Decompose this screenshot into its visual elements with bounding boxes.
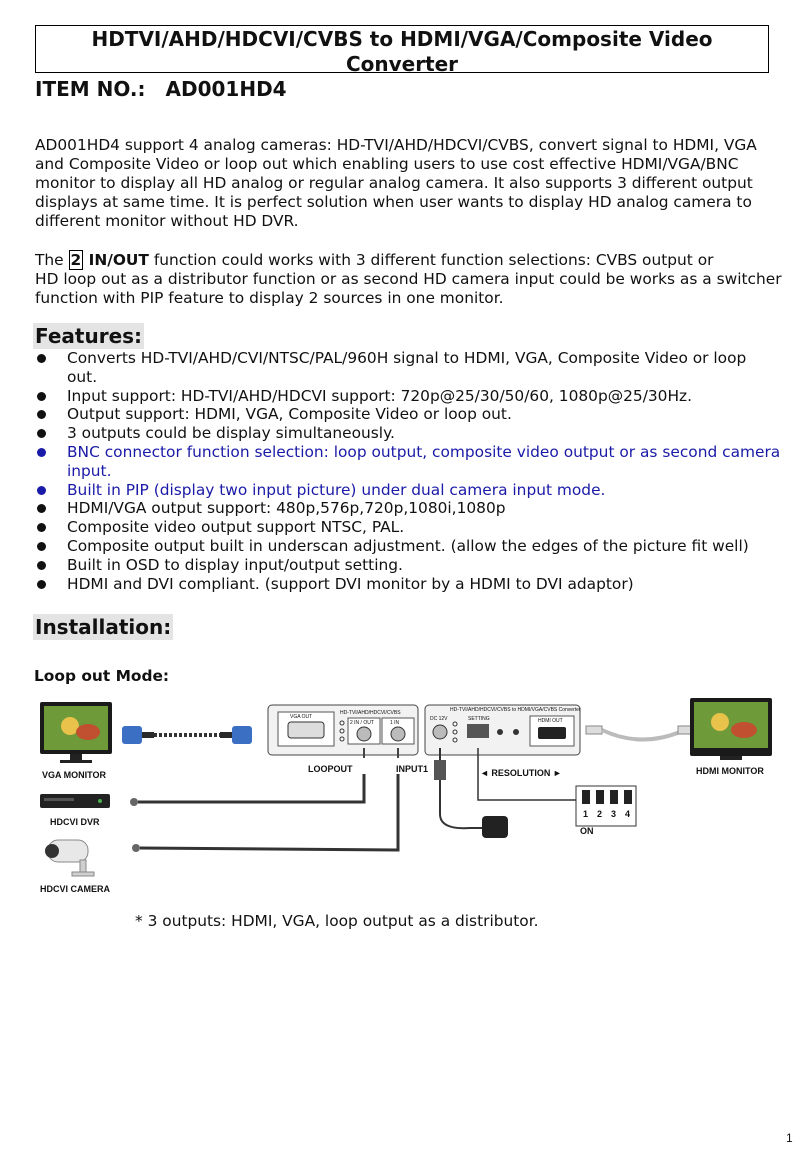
bullet-icon (37, 486, 46, 495)
bullet-icon (37, 448, 46, 457)
document-title (35, 25, 769, 76)
inout-paragraph (35, 251, 782, 308)
left-panel-title: HD-TVI/AHD/HDCVI/CVBS (340, 710, 401, 716)
bullet-icon (37, 429, 46, 438)
input1-label: INPUT1 (396, 764, 429, 774)
diagram-caption: * 3 outputs: HDMI, VGA, loop output as a distributor. (135, 912, 539, 930)
vga-out-label: VGA OUT (290, 714, 313, 720)
dip-3: 3 (611, 809, 617, 819)
converter-right-panel (425, 705, 581, 755)
dip-2: 2 (597, 809, 603, 819)
inout-line-1 (35, 251, 782, 270)
inout-boxed-number: 2 (70, 251, 82, 269)
intro-line: displays at same time. It is perfect solution when user wants to display HD analog camera to (35, 193, 752, 211)
dip-1: 1 (583, 809, 589, 819)
right-panel-title: HD-TVI/AHD/HDCVI/CVBS to HDMI/VGA/CVBS Converter (450, 707, 581, 713)
connection-diagram (30, 690, 780, 900)
camera-icon (45, 840, 94, 876)
vga-cable-icon (122, 726, 252, 744)
features-heading: Features: (35, 324, 143, 348)
converter-left-panel (268, 705, 418, 755)
feature-item: HDMI/VGA output support: 480p,576p,720p,1080i,1080p (35, 499, 795, 518)
features-list (35, 349, 795, 593)
feature-item: Built in OSD to display input/output setting. (35, 556, 795, 575)
hdmi-out-label: HDMI OUT (538, 718, 563, 724)
bullet-icon (37, 542, 46, 551)
bullet-icon (37, 354, 46, 363)
setting-label: SETTING (468, 716, 490, 722)
bullet-icon (37, 561, 46, 570)
intro-line: monitor to display all HD analog or regular analog camera. It also supports 3 different output (35, 174, 753, 192)
in-port-label: 1 IN (390, 720, 400, 726)
feature-item-highlighted: BNC connector function selection: loop output, composite video output or as second camera input. (35, 443, 795, 481)
resolution-label: ◄ RESOLUTION ► (480, 768, 562, 778)
inout-bold: IN/OUT (83, 251, 149, 269)
feature-item-highlighted: Built in PIP (display two input picture) under dual camera input mode. (35, 481, 795, 500)
loop-out-mode-heading: Loop out Mode: (34, 667, 170, 685)
inout-line-2: HD loop out as a distributor function or as second HD camera input could be works as a switcher (35, 270, 782, 288)
intro-line: different monitor without HD DVR. (35, 212, 299, 230)
dvr-icon (40, 794, 110, 808)
item-label: ITEM NO.: (35, 77, 146, 101)
bullet-icon (37, 523, 46, 532)
vga-monitor-icon (40, 702, 112, 763)
dip-on-label: ON (580, 826, 594, 836)
feature-item: HDMI and DVI compliant. (support DVI monitor by a HDMI to DVI adaptor) (35, 575, 795, 594)
title-line-1: HDTVI/AHD/HDCVI/CVBS to HDMI/VGA/Composite Video (91, 27, 713, 51)
power-adapter-icon (434, 748, 508, 838)
hdmi-monitor-icon (690, 698, 772, 760)
feature-item: Composite output built in underscan adjustment. (allow the edges of the picture fit well) (35, 537, 795, 556)
bullet-icon (37, 410, 46, 419)
feature-item: Input support: HD-TVI/AHD/HDCVI support: 720p@25/30/50/60, 1080p@25/30Hz. (35, 387, 795, 406)
vga-monitor-label: VGA MONITOR (42, 770, 107, 780)
bullet-icon (37, 504, 46, 513)
feature-item: Composite video output support NTSC, PAL. (35, 518, 795, 537)
inout-rest: function could works with 3 different function selections: CVBS output or (148, 251, 714, 269)
bnc-cables (130, 748, 398, 852)
intro-line: AD001HD4 support 4 analog cameras: HD-TVI/AHD/HDCVI/CVBS, convert signal to HDMI, VGA (35, 136, 757, 154)
camera-label: HDCVI CAMERA (40, 884, 111, 894)
bullet-icon (37, 392, 46, 401)
feature-item: Converts HD-TVI/AHD/CVI/NTSC/PAL/960H signal to HDMI, VGA, Composite Video or loop out. (35, 349, 795, 387)
dip-4: 4 (625, 809, 631, 819)
intro-paragraph (35, 136, 757, 231)
item-number (35, 77, 287, 101)
intro-line: and Composite Video or loop out which enabling users to use cost effective HDMI/VGA/BNC (35, 155, 739, 173)
inout-port-label: 2 IN / OUT (350, 720, 374, 726)
hdmi-cable-icon (586, 726, 694, 740)
dc-label: DC 12V (430, 716, 448, 722)
hdmi-monitor-label: HDMI MONITOR (696, 766, 764, 776)
inout-prefix: The (35, 251, 69, 269)
item-code: AD001HD4 (165, 77, 287, 101)
dvr-label: HDCVI DVR (50, 817, 100, 827)
feature-item: Output support: HDMI, VGA, Composite Video or loop out. (35, 405, 795, 424)
loopout-label: LOOPOUT (308, 764, 353, 774)
title-line-2: Converter (345, 52, 459, 76)
inout-line-3: function with PIP feature to display 2 sources in one monitor. (35, 289, 504, 307)
feature-item: 3 outputs could be display simultaneously. (35, 424, 795, 443)
installation-heading: Installation: (35, 615, 172, 639)
page-number: 1 (786, 1131, 793, 1145)
bullet-icon (37, 580, 46, 589)
